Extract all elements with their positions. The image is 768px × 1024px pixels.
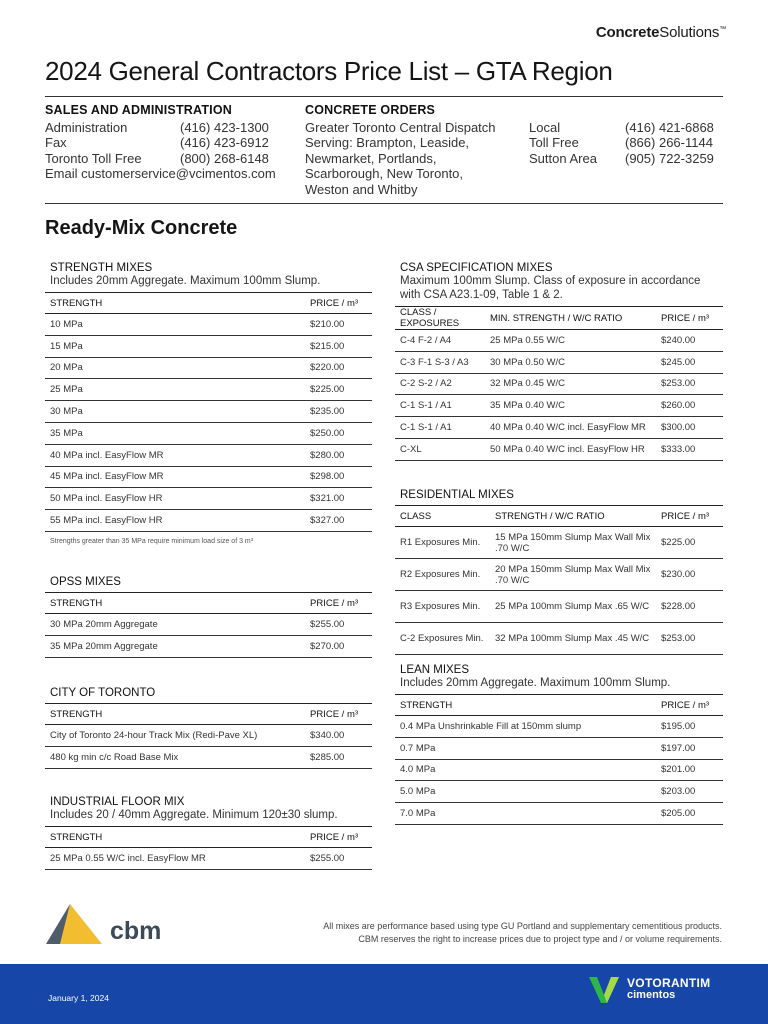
table-row bbox=[45, 488, 372, 510]
contact-row bbox=[529, 120, 714, 136]
orders-description bbox=[305, 120, 529, 198]
residential-body bbox=[395, 527, 723, 655]
contact-phone[interactable]: (416) 423-6912 bbox=[180, 135, 269, 150]
industrial-title: INDUSTRIAL FLOOR MIX bbox=[50, 796, 185, 808]
contact-phone[interactable]: (800) 268-6148 bbox=[180, 150, 269, 166]
table-cell: R1 Exposures Min. bbox=[395, 527, 490, 559]
industrial-section bbox=[45, 796, 372, 870]
table-cell: C-2 S-2 / A2 bbox=[395, 373, 485, 395]
residential-title: RESIDENTIAL MIXES bbox=[400, 489, 514, 501]
table-row bbox=[45, 635, 372, 657]
votorantim-v-icon bbox=[587, 973, 621, 1005]
col-header: STRENGTH bbox=[395, 695, 656, 716]
table-cell: 40 MPa incl. EasyFlow MR bbox=[45, 444, 305, 466]
table-cell: 30 MPa 20mm Aggregate bbox=[45, 614, 305, 636]
table-row bbox=[395, 781, 723, 803]
orders-heading: CONCRETE ORDERS bbox=[305, 103, 436, 117]
table-cell: 480 kg min c/c Road Base Mix bbox=[45, 746, 305, 768]
sales-heading: SALES AND ADMINISTRATION bbox=[45, 103, 232, 117]
strength-mixes-table bbox=[45, 292, 372, 532]
contact-row bbox=[45, 135, 295, 151]
table-cell: 35 MPa bbox=[45, 422, 305, 444]
col-header: STRENGTH bbox=[45, 704, 305, 725]
table-cell: C-4 F-2 / A4 bbox=[395, 330, 485, 352]
csa-title: CSA SPECIFICATION MIXES bbox=[400, 262, 553, 274]
page-title: 2024 General Contractors Price List – GTA Region bbox=[45, 56, 613, 86]
table-cell: C-2 Exposures Min. bbox=[395, 623, 490, 655]
strength-note: Strengths greater than 35 MPa require minimum load size of 3 m³ bbox=[50, 537, 254, 545]
contact-label: Toll Free bbox=[529, 135, 579, 150]
table-row bbox=[395, 527, 723, 559]
contact-label: Toronto Toll Free bbox=[45, 150, 142, 166]
table-cell: 35 MPa 0.40 W/C bbox=[485, 395, 656, 417]
cbm-logo bbox=[46, 903, 161, 946]
table-cell: $195.00 bbox=[656, 716, 723, 738]
votorantim-logo bbox=[587, 973, 710, 1005]
table-cell: 15 MPa 150mm Slump Max Wall Mix .70 W/C bbox=[490, 527, 656, 559]
contact-phone[interactable]: (416) 421-6868 bbox=[625, 119, 714, 135]
contact-label: Fax bbox=[45, 135, 67, 150]
table-cell: 20 MPa bbox=[45, 357, 305, 379]
col-header: STRENGTH bbox=[45, 293, 305, 314]
contact-phone[interactable]: (905) 722-3259 bbox=[625, 150, 714, 166]
orders-line: Greater Toronto Central Dispatch bbox=[305, 119, 496, 135]
strength-mixes-section bbox=[45, 262, 372, 545]
table-row bbox=[395, 330, 723, 352]
table-cell: 25 MPa bbox=[45, 379, 305, 401]
table-cell: 15 MPa bbox=[45, 335, 305, 357]
col-header: PRICE / m³ bbox=[305, 704, 372, 725]
col-header: STRENGTH / W/C RATIO bbox=[490, 506, 656, 527]
table-row bbox=[395, 373, 723, 395]
table-row bbox=[45, 379, 372, 401]
table-cell: 35 MPa 20mm Aggregate bbox=[45, 635, 305, 657]
table-row bbox=[45, 357, 372, 379]
col-header: STRENGTH bbox=[45, 827, 305, 848]
table-cell: 30 MPa 0.50 W/C bbox=[485, 351, 656, 373]
table-row bbox=[395, 395, 723, 417]
table-cell: $220.00 bbox=[305, 357, 372, 379]
table-cell: $205.00 bbox=[656, 803, 723, 825]
divider bbox=[45, 96, 723, 97]
contact-label: Local bbox=[529, 119, 561, 135]
table-cell: $260.00 bbox=[656, 395, 723, 417]
table-cell: $215.00 bbox=[305, 335, 372, 357]
orders-line: Scarborough, New Toronto, bbox=[305, 166, 464, 181]
table-row bbox=[395, 623, 723, 655]
brand-logo bbox=[596, 24, 726, 41]
table-cell: $255.00 bbox=[305, 848, 372, 870]
table-cell: $280.00 bbox=[305, 444, 372, 466]
table-row bbox=[395, 591, 723, 623]
brand-bold: Concrete bbox=[595, 24, 660, 41]
table-cell: $225.00 bbox=[656, 527, 723, 559]
table-cell: 55 MPa incl. EasyFlow HR bbox=[45, 510, 305, 532]
table-cell: C-1 S-1 / A1 bbox=[395, 417, 485, 439]
table-row bbox=[45, 422, 372, 444]
divider bbox=[45, 203, 723, 204]
contact-label: Sutton Area bbox=[529, 150, 597, 166]
opss-section bbox=[45, 576, 372, 658]
table-cell: $210.00 bbox=[305, 314, 372, 336]
table-row bbox=[45, 848, 372, 870]
contact-email[interactable]: Email customerservice@vcimentos.com bbox=[45, 166, 276, 181]
table-cell: 32 MPa 0.45 W/C bbox=[485, 373, 656, 395]
table-cell: $201.00 bbox=[656, 759, 723, 781]
table-row bbox=[395, 438, 723, 460]
strength-mixes-title: STRENGTH MIXES bbox=[50, 262, 153, 274]
contact-phone[interactable]: (866) 266-1144 bbox=[625, 135, 713, 150]
table-cell: $225.00 bbox=[305, 379, 372, 401]
table-cell: $321.00 bbox=[305, 488, 372, 510]
table-cell: $270.00 bbox=[305, 635, 372, 657]
table-row bbox=[45, 444, 372, 466]
toronto-body bbox=[45, 725, 372, 769]
col-header: PRICE / m³ bbox=[305, 593, 372, 614]
section-title: Ready-Mix Concrete bbox=[45, 217, 238, 239]
lean-section bbox=[395, 664, 723, 825]
contact-phone[interactable]: (416) 423-1300 bbox=[180, 119, 269, 135]
disclaimer-line: All mixes are performance based using type GU Portland and supplementary cementitious products. bbox=[323, 921, 722, 931]
footer-date: January 1, 2024 bbox=[48, 993, 109, 1003]
col-header: CLASS bbox=[395, 506, 490, 527]
table-row bbox=[395, 716, 723, 738]
opss-title: OPSS MIXES bbox=[50, 576, 121, 588]
residential-table bbox=[395, 505, 723, 655]
col-header: PRICE / m³ bbox=[656, 695, 723, 716]
table-cell: $298.00 bbox=[305, 466, 372, 488]
orders-phones bbox=[529, 120, 714, 198]
toronto-section bbox=[45, 687, 372, 769]
footer-disclaimer bbox=[323, 920, 722, 946]
table-cell: R3 Exposures Min. bbox=[395, 591, 490, 623]
contact-label: Administration bbox=[45, 119, 128, 135]
votorantim-name: VOTORANTIM bbox=[627, 976, 711, 990]
table-cell: 50 MPa incl. EasyFlow HR bbox=[45, 488, 305, 510]
table-cell: $340.00 bbox=[305, 725, 372, 747]
table-cell: 4.0 MPa bbox=[395, 759, 656, 781]
table-row bbox=[45, 314, 372, 336]
cbm-wordmark: cbm bbox=[110, 917, 162, 945]
brand-regular: Solutions bbox=[659, 24, 720, 41]
table-cell: $197.00 bbox=[656, 737, 723, 759]
table-cell: $203.00 bbox=[656, 781, 723, 803]
table-cell: 30 MPa bbox=[45, 401, 305, 423]
csa-section bbox=[395, 262, 723, 461]
contact-row bbox=[45, 120, 295, 136]
table-row bbox=[395, 351, 723, 373]
table-cell: $253.00 bbox=[656, 373, 723, 395]
col-header: MIN. STRENGTH / W/C RATIO bbox=[485, 307, 656, 330]
table-row bbox=[45, 401, 372, 423]
csa-table bbox=[395, 306, 723, 461]
table-cell: $230.00 bbox=[656, 559, 723, 591]
contact-row bbox=[529, 151, 714, 167]
orders-block bbox=[305, 103, 725, 197]
table-cell: 25 MPa 0.55 W/C incl. EasyFlow MR bbox=[45, 848, 305, 870]
industrial-table bbox=[45, 826, 372, 870]
col-header: PRICE / m³ bbox=[305, 827, 372, 848]
lean-title: LEAN MIXES bbox=[400, 664, 470, 676]
table-cell: 5.0 MPa bbox=[395, 781, 656, 803]
table-row bbox=[45, 335, 372, 357]
table-cell: 0.4 MPa Unshrinkable Fill at 150mm slump bbox=[395, 716, 656, 738]
table-cell: $285.00 bbox=[305, 746, 372, 768]
table-row bbox=[45, 614, 372, 636]
csa-subtitle: Maximum 100mm Slump. Class of exposure in accordance with CSA A23.1-09, Table 1 & 2. bbox=[400, 275, 701, 301]
contact-row bbox=[45, 151, 295, 167]
opss-table bbox=[45, 592, 372, 658]
col-header: PRICE / m³ bbox=[305, 293, 372, 314]
col-header: CLASS / EXPOSURES bbox=[395, 307, 485, 330]
table-cell: 7.0 MPa bbox=[395, 803, 656, 825]
table-cell: $250.00 bbox=[305, 422, 372, 444]
table-cell: $327.00 bbox=[305, 510, 372, 532]
table-cell: 10 MPa bbox=[45, 314, 305, 336]
table-row bbox=[395, 759, 723, 781]
disclaimer-line: CBM reserves the right to increase prices due to project type and / or volume requirements. bbox=[358, 934, 722, 944]
table-cell: $228.00 bbox=[656, 591, 723, 623]
industrial-body bbox=[45, 848, 372, 870]
table-cell: $333.00 bbox=[656, 438, 723, 460]
table-row bbox=[395, 417, 723, 439]
cbm-mountain-icon bbox=[46, 904, 102, 946]
table-cell: 25 MPa 0.55 W/C bbox=[485, 330, 656, 352]
strength-mixes-body bbox=[45, 314, 372, 532]
table-cell: C-1 S-1 / A1 bbox=[395, 395, 485, 417]
table-cell: $255.00 bbox=[305, 614, 372, 636]
lean-subtitle: Includes 20mm Aggregate. Maximum 100mm Slump. bbox=[400, 677, 671, 689]
table-cell: 45 MPa incl. EasyFlow MR bbox=[45, 466, 305, 488]
orders-line: Weston and Whitby bbox=[305, 181, 418, 197]
table-row bbox=[45, 725, 372, 747]
table-cell: $240.00 bbox=[656, 330, 723, 352]
table-cell: City of Toronto 24-hour Track Mix (Redi-Pave XL) bbox=[45, 725, 305, 747]
cimentos-name: cimentos bbox=[627, 989, 676, 1001]
table-cell: 20 MPa 150mm Slump Max Wall Mix .70 W/C bbox=[490, 559, 656, 591]
orders-line: Newmarket, Portlands, bbox=[305, 150, 437, 166]
table-row bbox=[395, 737, 723, 759]
table-cell: 50 MPa 0.40 W/C incl. EasyFlow HR bbox=[485, 438, 656, 460]
toronto-table bbox=[45, 703, 372, 769]
col-header: PRICE / m³ bbox=[656, 307, 723, 330]
table-cell: 25 MPa 100mm Slump Max .65 W/C bbox=[490, 591, 656, 623]
strength-mixes-subtitle: Includes 20mm Aggregate. Maximum 100mm Slump. bbox=[50, 275, 321, 287]
sales-block bbox=[45, 103, 295, 182]
table-row bbox=[45, 746, 372, 768]
csa-body bbox=[395, 330, 723, 461]
table-cell: 40 MPa 0.40 W/C incl. EasyFlow MR bbox=[485, 417, 656, 439]
table-cell: $253.00 bbox=[656, 623, 723, 655]
table-cell: C-XL bbox=[395, 438, 485, 460]
opss-body bbox=[45, 614, 372, 658]
table-cell: $235.00 bbox=[305, 401, 372, 423]
col-header: STRENGTH bbox=[45, 593, 305, 614]
table-row bbox=[395, 559, 723, 591]
col-header: PRICE / m³ bbox=[656, 506, 723, 527]
table-cell: R2 Exposures Min. bbox=[395, 559, 490, 591]
industrial-subtitle: Includes 20 / 40mm Aggregate. Minimum 120±30 slump. bbox=[50, 809, 338, 821]
orders-line: Serving: Brampton, Leaside, bbox=[305, 135, 470, 150]
table-row bbox=[45, 510, 372, 532]
table-cell: $245.00 bbox=[656, 351, 723, 373]
contact-row bbox=[529, 135, 714, 151]
lean-body bbox=[395, 716, 723, 825]
table-row bbox=[395, 803, 723, 825]
table-row bbox=[45, 466, 372, 488]
toronto-title: CITY OF TORONTO bbox=[50, 687, 156, 699]
residential-section bbox=[395, 489, 723, 655]
table-cell: C-3 F-1 S-3 / A3 bbox=[395, 351, 485, 373]
table-cell: 32 MPa 100mm Slump Max .45 W/C bbox=[490, 623, 656, 655]
table-cell: 0.7 MPa bbox=[395, 737, 656, 759]
lean-table bbox=[395, 694, 723, 825]
table-cell: $300.00 bbox=[656, 417, 723, 439]
brand-tm: ™ bbox=[719, 26, 726, 33]
